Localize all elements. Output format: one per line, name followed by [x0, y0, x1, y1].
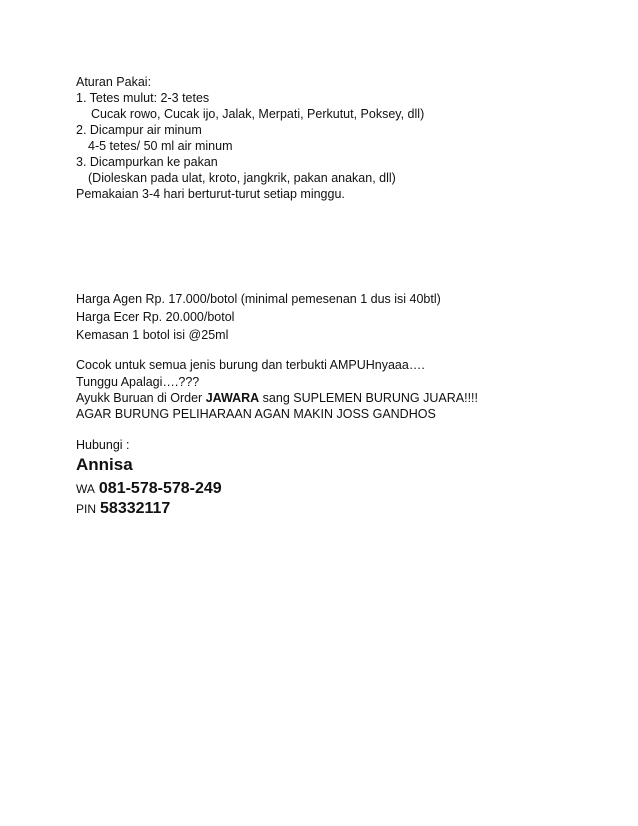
promo-line-1: Cocok untuk semua jenis burung dan terbukti AMPUHnyaaa….: [76, 358, 425, 372]
contact-wa-row: [76, 479, 222, 499]
usage-item-2: 2. Dicampur air minum: [76, 123, 202, 137]
promo-line-3-prefix: Ayukk Buruan di Order: [76, 391, 206, 405]
contact-name: Annisa: [76, 455, 133, 474]
brand-name: JAWARA: [205, 391, 260, 405]
usage-item-3: 3. Dicampurkan ke pakan: [76, 155, 218, 169]
agent-price: Harga Agen Rp. 17.000/botol (minimal pemesenan 1 dus isi 40btl): [76, 292, 441, 306]
usage-item-3-detail: (Dioleskan pada ulat, kroto, jangkrik, pakan anakan, dll): [88, 171, 396, 185]
promo-line-3-suffix: sang SUPLEMEN BURUNG JUARA!!!!: [259, 391, 478, 405]
pin-label: PIN: [76, 502, 97, 516]
promo-line-3: [76, 390, 478, 406]
usage-title: Aturan Pakai:: [76, 75, 152, 89]
contact-label: Hubungi :: [76, 438, 130, 452]
usage-item-1: 1. Tetes mulut: 2-3 tetes: [76, 91, 210, 105]
wa-label: WA: [76, 482, 95, 496]
wa-number: 081-578-578-249: [98, 480, 222, 497]
pin-number: 58332117: [100, 500, 171, 517]
usage-schedule: Pemakaian 3-4 hari berturut-turut setiap minggu.: [76, 187, 345, 201]
retail-price: Harga Ecer Rp. 20.000/botol: [76, 310, 235, 324]
contact-pin-row: [76, 499, 170, 519]
promo-line-4: AGAR BURUNG PELIHARAAN AGAN MAKIN JOSS GANDHOS: [76, 407, 436, 421]
packaging-info: Kemasan 1 botol isi @25ml: [76, 328, 229, 342]
promo-line-2: Tunggu Apalagi….???: [76, 375, 200, 389]
usage-item-1-detail: Cucak rowo, Cucak ijo, Jalak, Merpati, Perkutut, Poksey, dll): [91, 107, 425, 121]
usage-item-2-detail: 4-5 tetes/ 50 ml air minum: [88, 139, 233, 153]
